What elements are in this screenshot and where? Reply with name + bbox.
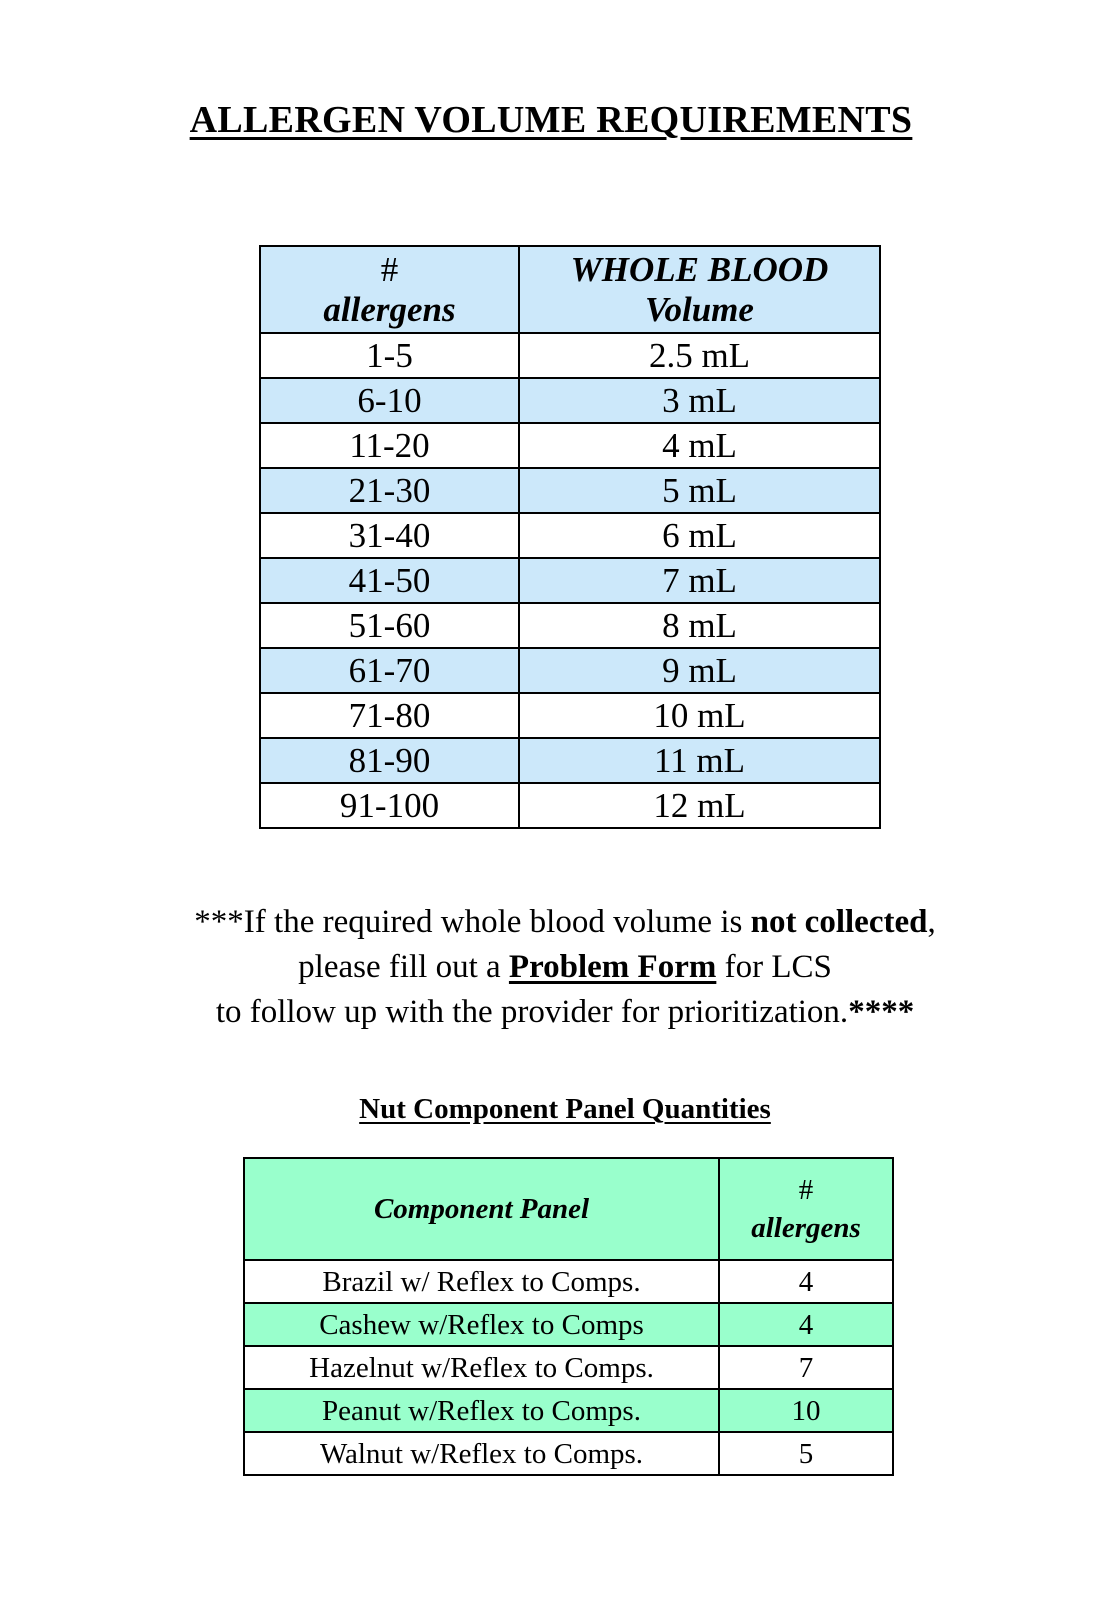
blood-volume-cell: 8 mL — [519, 603, 880, 648]
note-text-5: to follow up with the provider for prioritization. — [215, 994, 849, 1030]
allergen-range-cell: 1-5 — [260, 333, 519, 378]
blood-table-header — [260, 246, 880, 333]
number-symbol: # — [380, 249, 399, 289]
table-row — [260, 648, 880, 693]
allergen-range-cell: 31-40 — [260, 513, 519, 558]
component-panel-cell: Walnut w/Reflex to Comps. — [244, 1432, 719, 1475]
allergen-range-cell: 71-80 — [260, 693, 519, 738]
table-row — [260, 378, 880, 423]
blood-volume-cell: 7 mL — [519, 558, 880, 603]
allergen-count-cell: 4 — [719, 1260, 893, 1303]
whole-blood-label: WHOLE BLOOD — [570, 249, 829, 289]
component-panel-cell: Peanut w/Reflex to Comps. — [244, 1389, 719, 1432]
allergen-range-cell: 61-70 — [260, 648, 519, 693]
blood-volume-cell: 3 mL — [519, 378, 880, 423]
allergen-range-cell: 11-20 — [260, 423, 519, 468]
allergen-count-cell: 10 — [719, 1389, 893, 1432]
table-row — [244, 1303, 893, 1346]
table-row — [244, 1389, 893, 1432]
allergen-range-cell: 21-30 — [260, 468, 519, 513]
table-row — [260, 423, 880, 468]
volume-label: Volume — [645, 289, 754, 329]
blood-volume-cell: 5 mL — [519, 468, 880, 513]
component-panel-header: Component Panel — [244, 1158, 719, 1260]
note-text-3: please fill out a — [298, 949, 509, 985]
blood-volume-cell: 9 mL — [519, 648, 880, 693]
note-text-4: for LCS — [716, 949, 832, 985]
table-row — [260, 558, 880, 603]
note-text-2: , — [927, 904, 936, 940]
allergen-range-cell: 81-90 — [260, 738, 519, 783]
nut-panel-table — [243, 1157, 894, 1476]
table-row — [260, 738, 880, 783]
blood-volume-table — [259, 245, 881, 829]
component-panel-cell: Brazil w/ Reflex to Comps. — [244, 1260, 719, 1303]
blood-volume-cell: 10 mL — [519, 693, 880, 738]
allergen-range-cell: 41-50 — [260, 558, 519, 603]
component-panel-cell: Hazelnut w/Reflex to Comps. — [244, 1346, 719, 1389]
collection-note — [0, 900, 1102, 1035]
blood-volume-cell: 12 mL — [519, 783, 880, 828]
allergen-count-cell: 7 — [719, 1346, 893, 1389]
note-stars: **** — [848, 994, 915, 1030]
allergens-label: allergens — [751, 1212, 861, 1244]
nut-allergen-count-header — [719, 1158, 893, 1260]
blood-volume-cell: 6 mL — [519, 513, 880, 558]
table-row — [244, 1260, 893, 1303]
table-row — [260, 693, 880, 738]
table-row — [244, 1432, 893, 1475]
note-bold-not-collected: not collected — [750, 904, 928, 940]
table-row — [260, 513, 880, 558]
table-row — [260, 783, 880, 828]
allergen-range-cell: 51-60 — [260, 603, 519, 648]
component-panel-cell: Cashew w/Reflex to Comps — [244, 1303, 719, 1346]
allergen-range-cell: 91-100 — [260, 783, 519, 828]
problem-form-link[interactable]: Problem Form — [508, 949, 717, 985]
page-title: ALLERGEN VOLUME REQUIREMENTS — [189, 99, 913, 141]
table-row — [260, 333, 880, 378]
allergen-count-cell: 5 — [719, 1432, 893, 1475]
allergen-range-cell: 6-10 — [260, 378, 519, 423]
blood-volume-cell: 11 mL — [519, 738, 880, 783]
table-row — [244, 1346, 893, 1389]
whole-blood-volume-header — [519, 246, 880, 333]
table-row — [260, 468, 880, 513]
nut-panel-title: Nut Component Panel Quantities — [359, 1093, 771, 1125]
blood-volume-cell: 4 mL — [519, 423, 880, 468]
allergen-count-cell: 4 — [719, 1303, 893, 1346]
number-symbol: # — [798, 1174, 814, 1206]
allergens-label: allergens — [323, 289, 456, 329]
nut-table-header — [244, 1158, 893, 1260]
table-row — [260, 603, 880, 648]
note-text-1: ***If the required whole blood volume is — [194, 904, 751, 940]
blood-volume-cell: 2.5 mL — [519, 333, 880, 378]
allergen-count-header — [260, 246, 519, 333]
